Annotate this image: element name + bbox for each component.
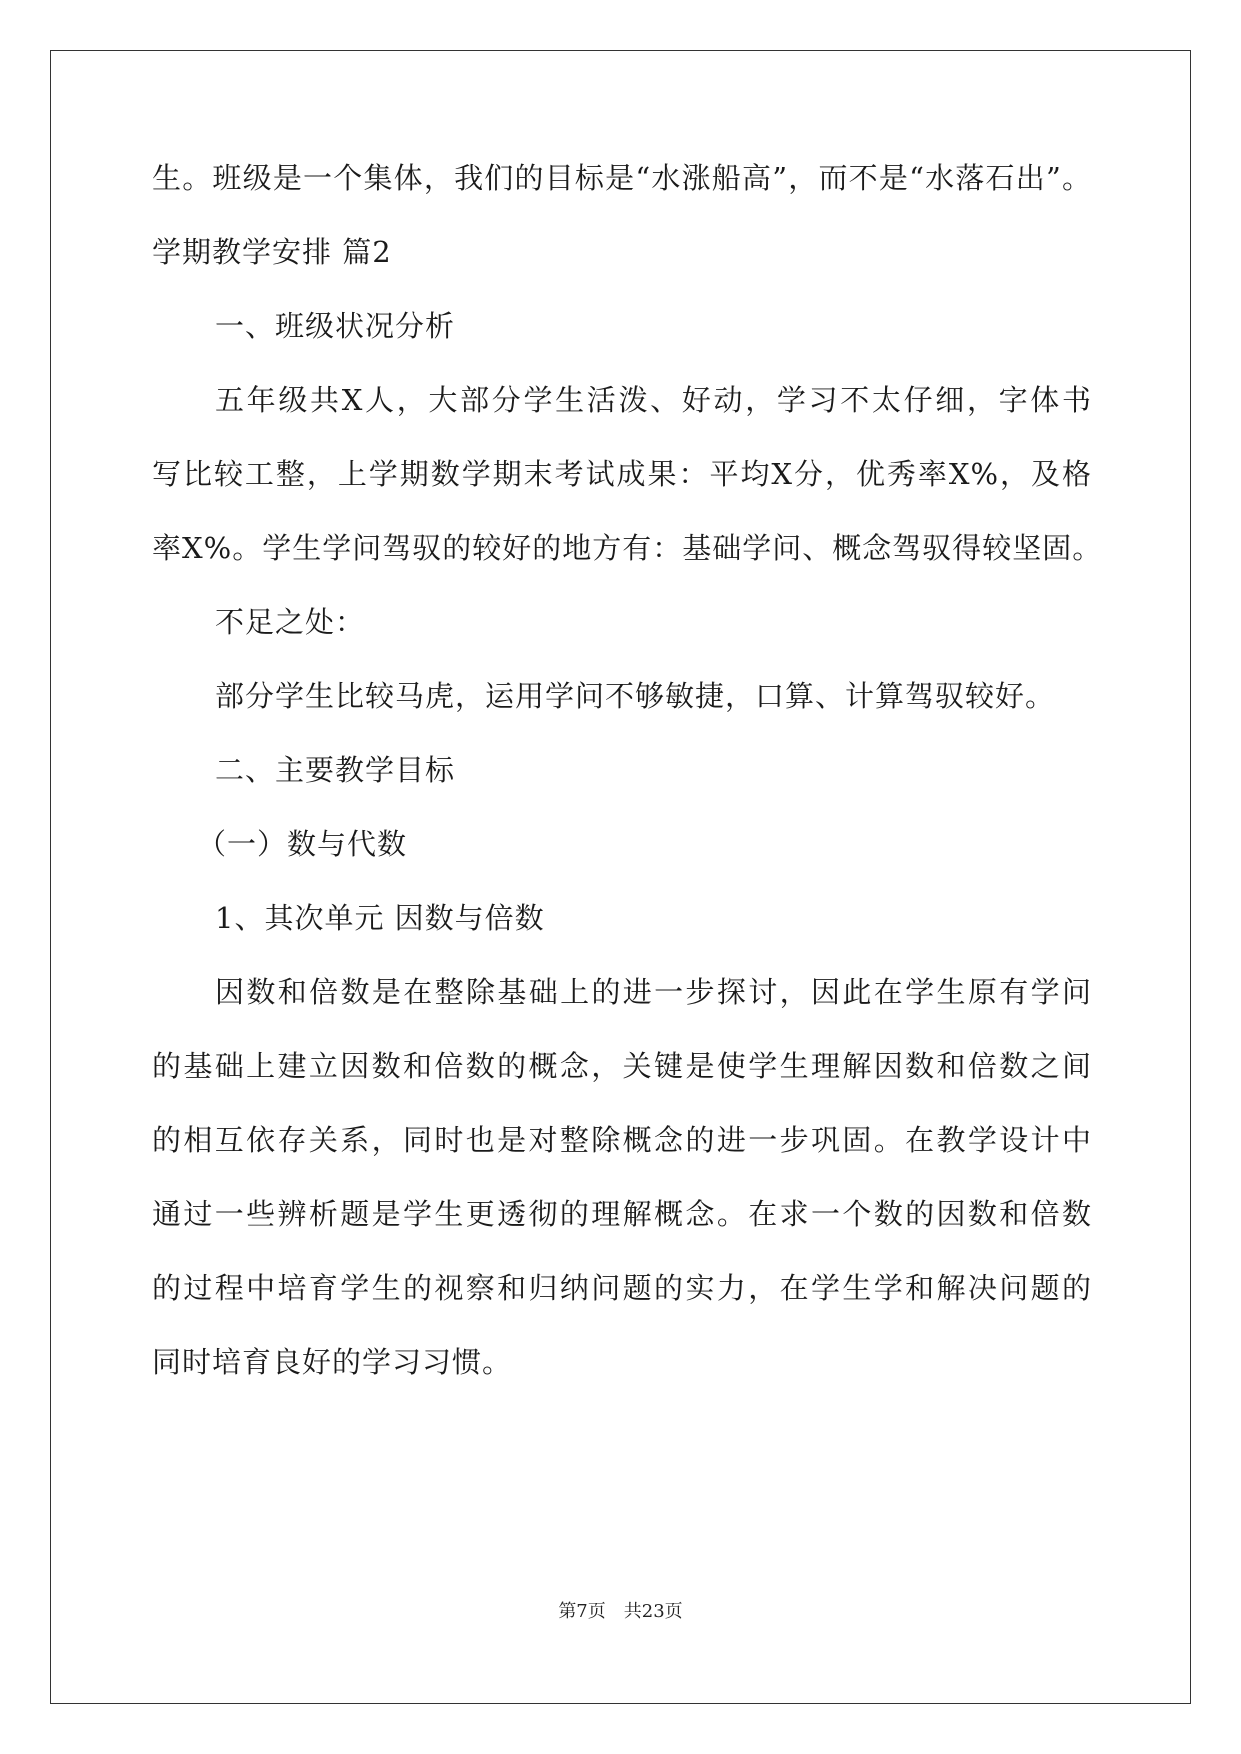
subheading-teaching-goals: 二、主要教学目标	[215, 753, 456, 787]
subheading-numbers-algebra: （一）数与代数	[197, 827, 408, 861]
subheading-unit-2: 1、其次单元 因数与倍数	[215, 901, 545, 935]
page-number: 第7页 共23页	[558, 1601, 683, 1622]
text-line-8: 部分学生比较马虎，运用学问不够敏捷，口算、计算驾驭较好。	[215, 679, 1056, 713]
text-line-4: 五年级共X人，大部分学生活泼、好动，学习不太仔细，字体书	[215, 383, 1092, 417]
subheading-class-analysis: 一、班级状况分析	[215, 309, 456, 343]
section-heading: 学期教学安排 篇2	[152, 235, 392, 269]
page-border	[50, 50, 1191, 1704]
text-line-14: 的相互依存关系，同时也是对整除概念的进一步巩固。在教学设计中	[152, 1123, 1092, 1157]
text-line-17: 同时培育良好的学习习惯。	[152, 1345, 513, 1379]
text-line-6: 率X%。学生学问驾驭的较好的地方有：基础学问、概念驾驭得较坚固。	[152, 531, 1103, 565]
text-line-16: 的过程中培育学生的视察和归纳问题的实力，在学生学和解决问题的	[152, 1271, 1092, 1305]
text-line-7: 不足之处：	[215, 605, 366, 639]
text-line-15: 通过一些辨析题是学生更透彻的理解概念。在求一个数的因数和倍数	[152, 1197, 1092, 1231]
text-line-1: 生。班级是一个集体，我们的目标是“水涨船高”，而不是“水落石出”。	[152, 161, 1092, 195]
text-line-13: 的基础上建立因数和倍数的概念，关键是使学生理解因数和倍数之间	[152, 1049, 1092, 1083]
text-line-12: 因数和倍数是在整除基础上的进一步探讨，因此在学生原有学问	[215, 975, 1092, 1009]
text-line-5: 写比较工整，上学期数学期末考试成果：平均X分，优秀率X%，及格	[152, 457, 1092, 491]
